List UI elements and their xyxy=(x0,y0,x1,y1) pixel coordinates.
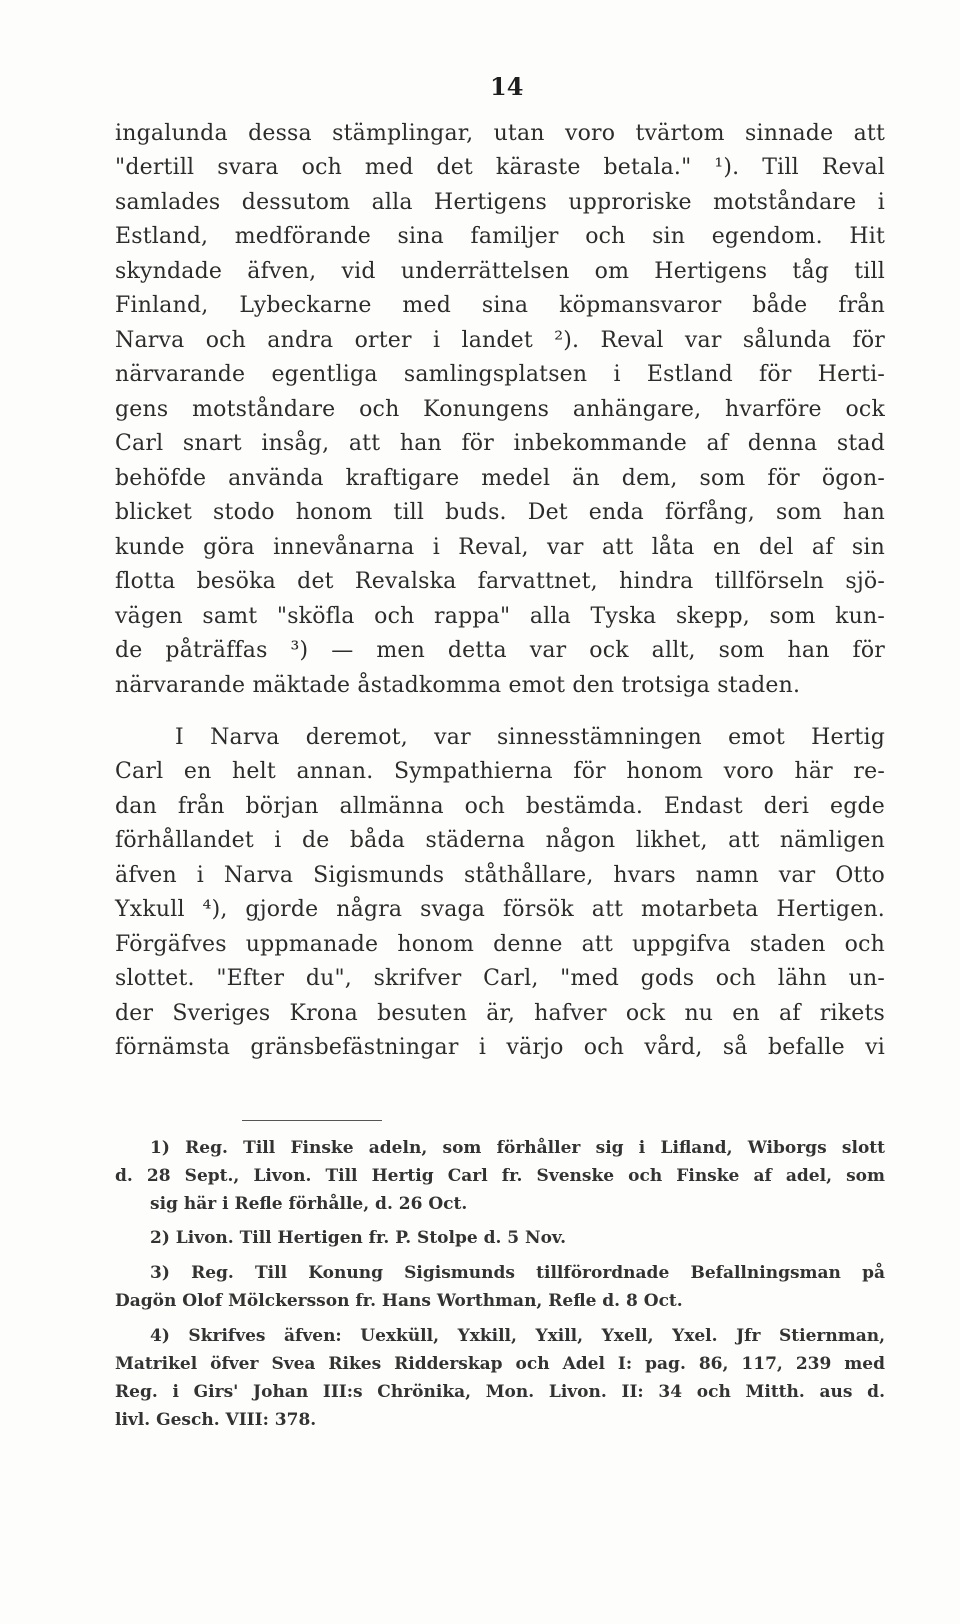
footnote-line: livl. Gesch. VIII: 378. xyxy=(115,1410,317,1430)
body-line: Yxkull ⁴), gjorde några svaga försök att motarbeta Hertigen. xyxy=(115,897,885,922)
body-line: samlades dessutom alla Hertigens upproriske motståndare i xyxy=(115,190,885,215)
body-line: flotta besöka det Revalska farvattnet, hindra tillförseln sjö- xyxy=(115,569,885,594)
footnote-divider xyxy=(242,1120,382,1121)
body-line: de påträffas ³) — men detta var ock allt, som han för xyxy=(115,638,885,663)
body-line: blicket stodo honom till buds. Det enda förfång, som han xyxy=(115,500,885,525)
body-line: Carl snart insåg, att han för inbekommande af denna stad xyxy=(115,431,885,456)
body-line: vägen samt "sköfla och rappa" alla Tyska skepp, som kun- xyxy=(115,604,885,629)
body-line: kunde göra innevånarna i Reval, var att låta en del af sin xyxy=(115,535,885,560)
body-line: förnämsta gränsbefästningar i värjo och vård, så befalle vi xyxy=(115,1035,885,1060)
body-line: Narva och andra orter i landet ²). Reval var sålunda för xyxy=(115,328,885,353)
footnote-line: 2) Livon. Till Hertigen fr. P. Stolpe d. 5 Nov. xyxy=(150,1228,567,1248)
footnote-line: Matrikel öfver Svea Rikes Ridderskap och Adel I: pag. 86, 117, 239 med xyxy=(115,1354,885,1374)
body-line: närvarande mäktade åstadkomma emot den trotsiga staden. xyxy=(115,673,801,698)
body-line: ingalunda dessa stämplingar, utan voro tvärtom sinnade att xyxy=(115,121,885,146)
body-line: behöfde använda kraftigare medel än dem, som för ögon- xyxy=(115,466,885,491)
footnote-line: sig här i Refle förhålle, d. 26 Oct. xyxy=(150,1194,468,1214)
body-line: närvarande egentliga samlingsplatsen i Estland för Herti- xyxy=(115,362,885,387)
footnote-line: 4) Skrifves äfven: Uexküll, Yxkill, Yxill, Yxell, Yxel. Jfr Stiernman, xyxy=(150,1326,885,1346)
page-number: 14 xyxy=(490,72,524,101)
body-line: Finland, Lybeckarne med sina köpmansvaror både från xyxy=(115,293,885,318)
body-line: Carl en helt annan. Sympathierna för honom voro här re- xyxy=(115,759,885,784)
body-line: Förgäfves uppmanade honom denne att uppgifva staden och xyxy=(115,932,885,957)
body-line: slottet. "Efter du", skrifver Carl, "med gods och lähn un- xyxy=(115,966,885,991)
body-line: Estland, medförande sina familjer och sin egendom. Hit xyxy=(115,224,885,249)
footnote-line: Dagön Olof Mölckersson fr. Hans Worthman, Refle d. 8 Oct. xyxy=(115,1291,683,1311)
footnote-line: 3) Reg. Till Konung Sigismunds tillförordnade Befallningsman på xyxy=(150,1263,885,1283)
body-line: der Sveriges Krona besuten är, hafver ock nu en af rikets xyxy=(115,1001,885,1026)
body-line: "dertill svara och med det käraste betala." ¹). Till Reval xyxy=(115,155,885,180)
footnote-line: 1) Reg. Till Finske adeln, som förhåller sig i Lifland, Wiborgs slott xyxy=(150,1138,885,1158)
body-line: I Narva deremot, var sinnesstämningen emot Hertig xyxy=(175,725,885,750)
body-line: äfven i Narva Sigismunds ståthållare, hvars namn var Otto xyxy=(115,863,885,888)
body-line: gens motståndare och Konungens anhängare, hvarföre ock xyxy=(115,397,885,422)
body-line: skyndade äfven, vid underrättelsen om Hertigens tåg till xyxy=(115,259,885,284)
body-line: dan från början allmänna och bestämda. Endast deri egde xyxy=(115,794,885,819)
footnote-line: d. 28 Sept., Livon. Till Hertig Carl fr. Svenske och Finske af adel, som xyxy=(115,1166,885,1186)
body-line: förhållandet i de båda städerna någon likhet, att nämligen xyxy=(115,828,885,853)
footnote-line: Reg. i Girs' Johan III:s Chrönika, Mon. Livon. II: 34 och Mitth. aus d. xyxy=(115,1382,885,1402)
